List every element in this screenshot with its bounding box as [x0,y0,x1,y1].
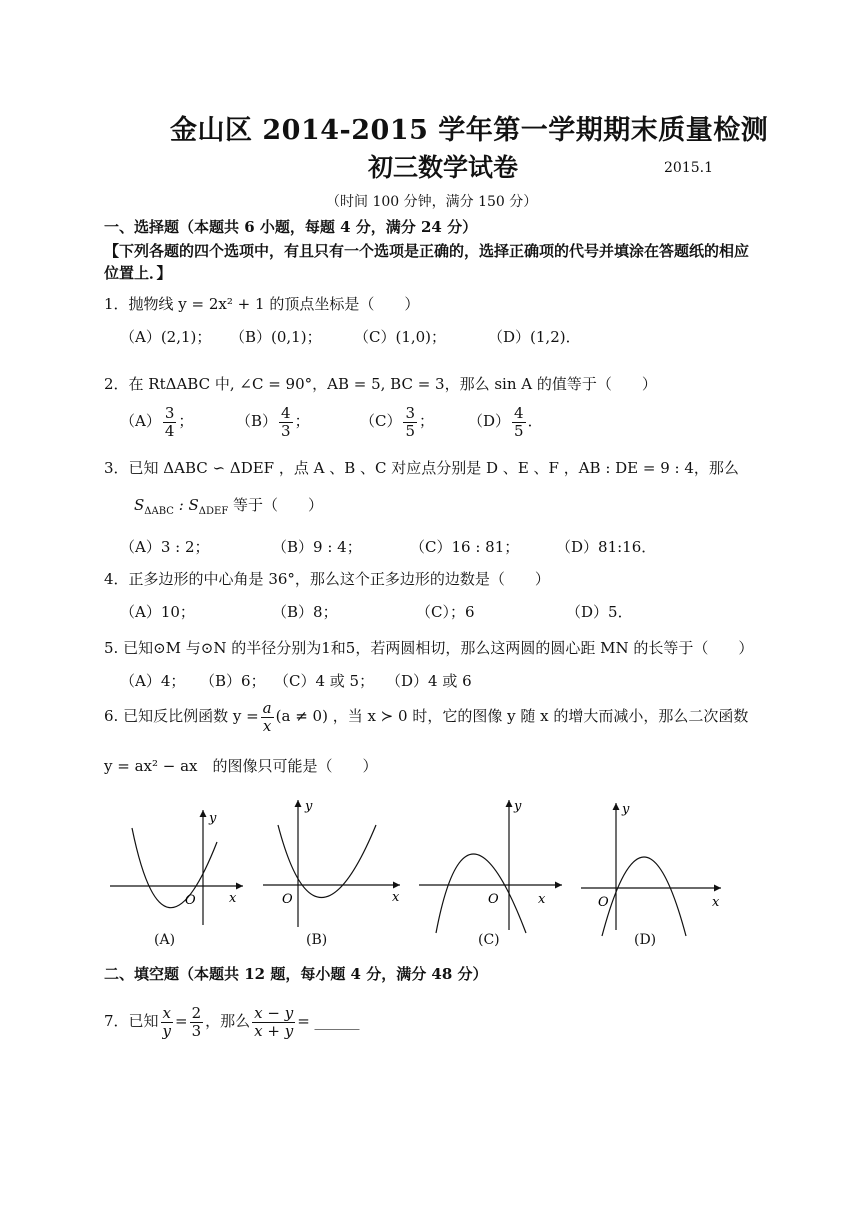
graph-d [576,798,726,938]
graph-a [105,800,250,930]
graph-d-x-label: x [712,895,720,910]
q2-option-c-fraction [403,405,417,439]
page-title: 金山区 2014-2015 学年第一学期期末质量检测 [170,115,769,146]
question-5: 5. 已知⊙M 与⊙N 的半径分别为1和5，若两圆相切，那么这两圆的圆心距 MN 的长等于（ ） [104,639,754,657]
q7-fraction-1 [161,1005,173,1039]
q7-f3-denominator: x + y [254,1021,294,1040]
q2-d-denominator: 5 [514,421,524,440]
graph-a-origin: O [185,893,196,908]
graph-b [258,795,408,930]
graph-b-y-label: y [305,799,313,814]
q3-option-b: （B）9 : 4； [272,538,362,556]
section2-heading: 二、填空题（本题共 12 题，每小题 4 分，满分 48 分） [104,965,488,983]
q2-option-c-tail: ； [419,412,435,430]
q2-c-numerator: 3 [405,404,416,422]
q4-option-b: （B）8； [272,603,338,621]
question-3: 3．已知 ΔABC ∽ ΔDEF ，点 A 、B 、C 对应点分别是 D 、E 、F ，AB : DE = 9 : 4，那么 [104,459,739,477]
question-7 [104,1005,360,1039]
q2-b-denominator: 3 [281,421,291,440]
section1-instruction-1: 【下列各题的四个选项中，有且只有一个选项是正确的，选择正确项的代号并填涂在答题纸的相应 [104,242,750,260]
q2-option-c-label: （C） [360,412,402,430]
q1-option-a: （A）(2,1)； [120,328,212,346]
q4-option-a: （A）10； [120,603,195,621]
q5-option-d: （D）4 或 6 [386,672,472,690]
section1-heading: 一、选择题（本题共 6 小题，每题 4 分，满分 24 分） [104,218,478,236]
graph-b-origin: O [282,892,293,907]
q3-s1: S [134,496,145,514]
graph-c-label: (C) [478,932,500,948]
q7-f2-numerator: 2 [191,1004,202,1022]
q2-option-a-label: （A） [120,412,161,430]
q6-pre: 6. 已知反比例函数 y = [104,707,259,725]
q2-option-d [468,405,543,439]
q7-fraction-2 [190,1005,204,1039]
q3-tail: 等于（ ） [228,496,324,514]
q3-s2: : S [173,496,199,514]
q2-b-numerator: 4 [281,404,291,422]
q1-option-c: （C）(1,0)； [354,328,447,346]
q6-frac-numerator: a [262,699,272,717]
question-6 [104,700,748,734]
graph-a-y-label: y [209,811,217,826]
q3-sub2: ΔDEF [198,506,229,517]
graph-c-y-label: y [514,799,522,814]
graph-d-origin: O [598,895,609,910]
q5-option-a: （A）4； [120,672,186,690]
q2-option-d-fraction [512,405,526,439]
q5-option-c: （C）4 或 5； [274,672,375,690]
graph-d-label: (D) [634,932,657,948]
q3-option-d: （D）81:16． [556,538,657,556]
q6-frac-denominator: x [262,716,272,735]
graph-b-curve [278,825,376,898]
q2-option-a-tail: ； [178,412,194,430]
q7-mid: ，那么 [205,1012,251,1030]
q7-answer-blank[interactable]: = ______ [297,1012,360,1030]
q7-f1-denominator: y [162,1021,172,1040]
question-4: 4．正多边形的中心角是 36°，那么这个正多边形的边数是（ ） [104,570,550,588]
q2-option-d-tail: ． [527,412,543,430]
q2-a-denominator: 4 [164,421,175,440]
q6-fraction [261,700,274,734]
graph-c [414,795,569,935]
q2-c-denominator: 5 [405,421,416,440]
q5-option-b: （B）6； [200,672,266,690]
graph-a-curve [132,828,217,908]
q2-option-a [120,405,193,439]
q2-option-b-label: （B） [236,412,278,430]
exam-date: 2015.1 [664,160,713,176]
question-3-line2 [134,494,323,517]
graph-c-origin: O [488,892,499,907]
q2-option-b-fraction [279,405,293,439]
question-2: 2．在 RtΔABC 中, ∠C = 90°，AB = 5, BC = 3，那么 sin A 的值等于（ ） [104,375,657,393]
question-1: 1．抛物线 y = 2x² + 1 的顶点坐标是（ ） [104,295,420,313]
graph-d-curve [602,857,686,936]
time-note: （时间 100 分钟，满分 150 分） [326,194,538,210]
q3-option-c: （C）16 : 81； [410,538,520,556]
q6-post: (a ≠ 0) ，当 x ≻ 0 时，它的图像 y 随 x 的增大而减小，那么二次函数 [275,707,749,725]
q2-option-b-tail: ； [294,412,310,430]
q3-option-a: （A）3 : 2； [120,538,210,556]
paper-subtitle: 初三数学试卷 [368,153,519,182]
graph-a-x-label: x [229,891,237,906]
q1-option-d: （D）(1,2)． [488,328,581,346]
question-6-line2: y = ax² − ax 的图像只可能是（ ） [104,757,378,775]
q2-option-b [236,405,310,439]
graph-a-label: (A) [154,932,176,948]
q2-option-d-label: （D） [468,412,511,430]
q2-option-c [360,405,434,439]
q4-option-d: （D）5． [566,603,633,621]
graph-b-label: (B) [306,932,328,948]
q2-d-numerator: 4 [514,404,524,422]
graph-c-x-label: x [538,892,546,907]
q2-a-numerator: 3 [164,404,175,422]
q7-fraction-3 [252,1005,295,1039]
q7-f3-numerator: x − y [254,1004,294,1022]
q7-eq: = [175,1012,188,1030]
q4-option-c: （C）；6 [416,603,475,621]
graph-d-y-label: y [622,802,630,817]
q3-sub1: ΔABC [144,506,174,517]
graph-c-curve [436,854,526,933]
q7-f1-numerator: x [161,1005,173,1023]
graph-b-x-label: x [392,890,400,905]
section1-instruction-2: 位置上．】 [104,264,172,282]
q1-option-b: （B）(0,1)； [230,328,322,346]
q2-option-a-fraction [163,405,177,439]
q7-f2-denominator: 3 [191,1021,202,1040]
q7-pre: 7．已知 [104,1012,159,1030]
